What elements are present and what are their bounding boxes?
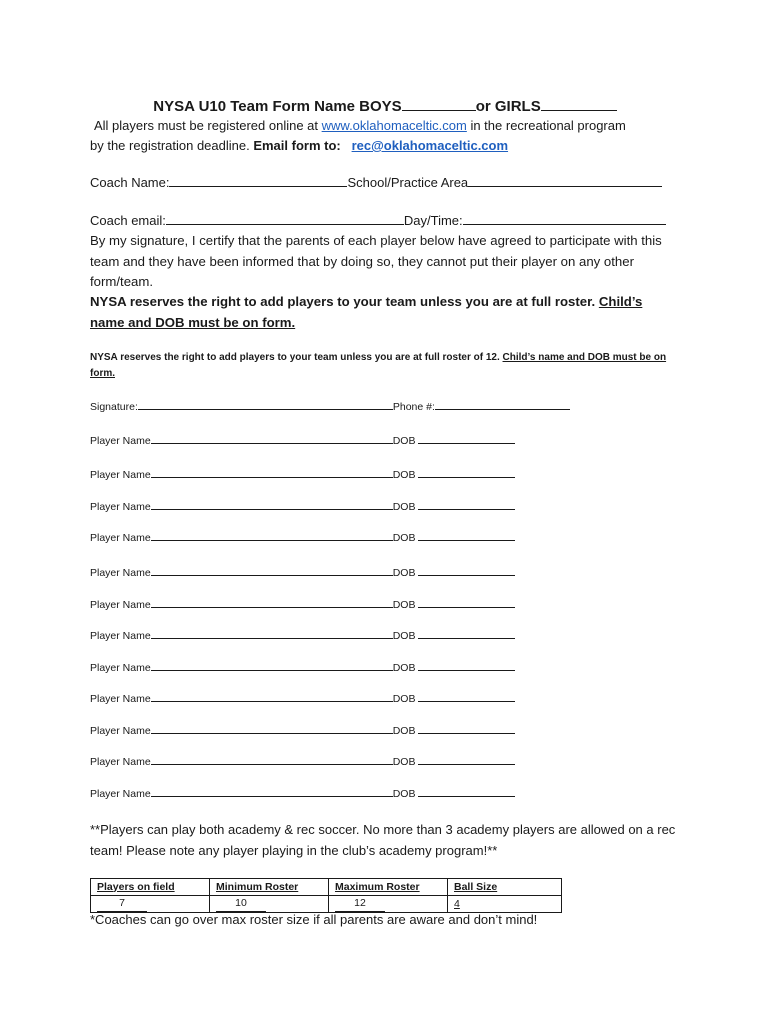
player-row [90,753,515,768]
email-link[interactable]: rec@oklahomaceltic.com [351,138,509,153]
value-players-on-field: 7 [91,896,210,913]
dob-label: DOB [392,630,416,642]
dob-field[interactable] [418,529,515,541]
dob-field[interactable] [418,498,515,510]
dob-field[interactable] [418,690,515,702]
player-name-field[interactable] [151,564,393,576]
player-name-field[interactable] [151,466,393,478]
dob-field[interactable] [418,564,515,576]
intro-line-2: by the registration deadline. Email form to: rec@oklahomaceltic.com [90,138,509,153]
dob-label: DOB [392,756,416,768]
school-area-field[interactable] [468,173,662,187]
dob-label: DOB [392,435,416,447]
phone-field[interactable] [435,398,570,410]
player-row [90,564,515,579]
dob-field[interactable] [418,627,515,639]
player-name-label: Player Name [90,567,151,579]
player-name-label: Player Name [90,756,151,768]
roster-table [90,878,562,913]
header-minimum-roster: Minimum Roster [210,879,329,896]
signature-row: Signature: Phone #: [90,398,570,413]
player-name-field[interactable] [151,690,393,702]
player-name-label: Player Name [90,788,151,800]
player-name-field[interactable] [151,753,393,765]
player-row [90,529,515,544]
dob-field[interactable] [418,785,515,797]
player-row [90,498,515,513]
coach-name-field[interactable] [169,173,347,187]
player-name-field[interactable] [151,785,393,797]
player-row [90,659,515,674]
dob-field[interactable] [418,466,515,478]
player-name-label: Player Name [90,599,151,611]
dob-label: DOB [392,788,416,800]
player-row [90,432,515,447]
player-name-label: Player Name [90,469,151,481]
day-time-field[interactable] [463,211,666,225]
coach-name-row: Coach Name: School/Practice Area [90,173,662,193]
header-ball-size: Ball Size [448,879,562,896]
player-name-label: Player Name [90,662,151,674]
player-name-label: Player Name [90,630,151,642]
form-title: NYSA U10 Team Form Name BOYS or GIRLS [0,96,770,115]
boys-team-name-field[interactable] [402,96,476,111]
player-row [90,466,515,481]
player-name-field[interactable] [151,529,393,541]
player-name-field[interactable] [151,659,393,671]
player-name-label: Player Name [90,725,151,737]
header-players-on-field: Players on field [91,879,210,896]
header-maximum-roster: Maximum Roster [329,879,448,896]
dob-field[interactable] [418,432,515,444]
registration-link[interactable]: www.oklahomaceltic.com [321,118,467,133]
academy-note: **Players can play both academy & rec soccer. No more than 3 academy players are allowed on a rec team! Please note any player playing in the club’s academy program!** [90,822,676,858]
dob-label: DOB [392,725,416,737]
value-maximum-roster: 12 [329,896,448,913]
player-row [90,596,515,611]
dob-field[interactable] [418,596,515,608]
player-name-field[interactable] [151,596,393,608]
intro-line-1: All players must be registered online at www.oklahomaceltic.com in the recreational program [94,118,626,133]
dob-label: DOB [392,532,416,544]
player-row [90,722,515,737]
coach-email-field[interactable] [166,211,404,225]
player-name-field[interactable] [151,498,393,510]
player-name-label: Player Name [90,693,151,705]
girls-team-name-field[interactable] [541,96,617,111]
value-minimum-roster: 10 [210,896,329,913]
reserve-paragraph-large: NYSA reserves the right to add players to your team unless you are at full roster. Child’s name and DOB must be on form. [90,294,643,330]
dob-label: DOB [392,501,416,513]
dob-field[interactable] [418,659,515,671]
certify-paragraph: By my signature, I certify that the parents of each player below have agreed to participate with this team and they have been informed that by doing so, they cannot put their player on any other form/team. [90,233,662,289]
coach-email-row: Coach email: Day/Time: [90,211,666,231]
player-name-field[interactable] [151,722,393,734]
player-row [90,627,515,642]
player-name-label: Player Name [90,532,151,544]
dob-label: DOB [392,599,416,611]
dob-field[interactable] [418,722,515,734]
dob-label: DOB [392,469,416,481]
dob-field[interactable] [418,753,515,765]
value-ball-size: 4 [448,896,562,913]
player-name-field[interactable] [151,627,393,639]
dob-label: DOB [392,567,416,579]
reserve-paragraph-small: NYSA reserves the right to add players to your team unless you are at full roster of 12. Child’s name and DOB must be on form. [90,352,667,379]
signature-field[interactable] [138,398,393,410]
dob-label: DOB [392,693,416,705]
player-name-label: Player Name [90,435,151,447]
player-name-label: Player Name [90,501,151,513]
player-row [90,690,515,705]
dob-label: DOB [392,662,416,674]
player-name-field[interactable] [151,432,393,444]
coaches-note: *Coaches can go over max roster size if all parents are aware and don’t mind! [90,912,538,927]
player-row [90,785,515,800]
